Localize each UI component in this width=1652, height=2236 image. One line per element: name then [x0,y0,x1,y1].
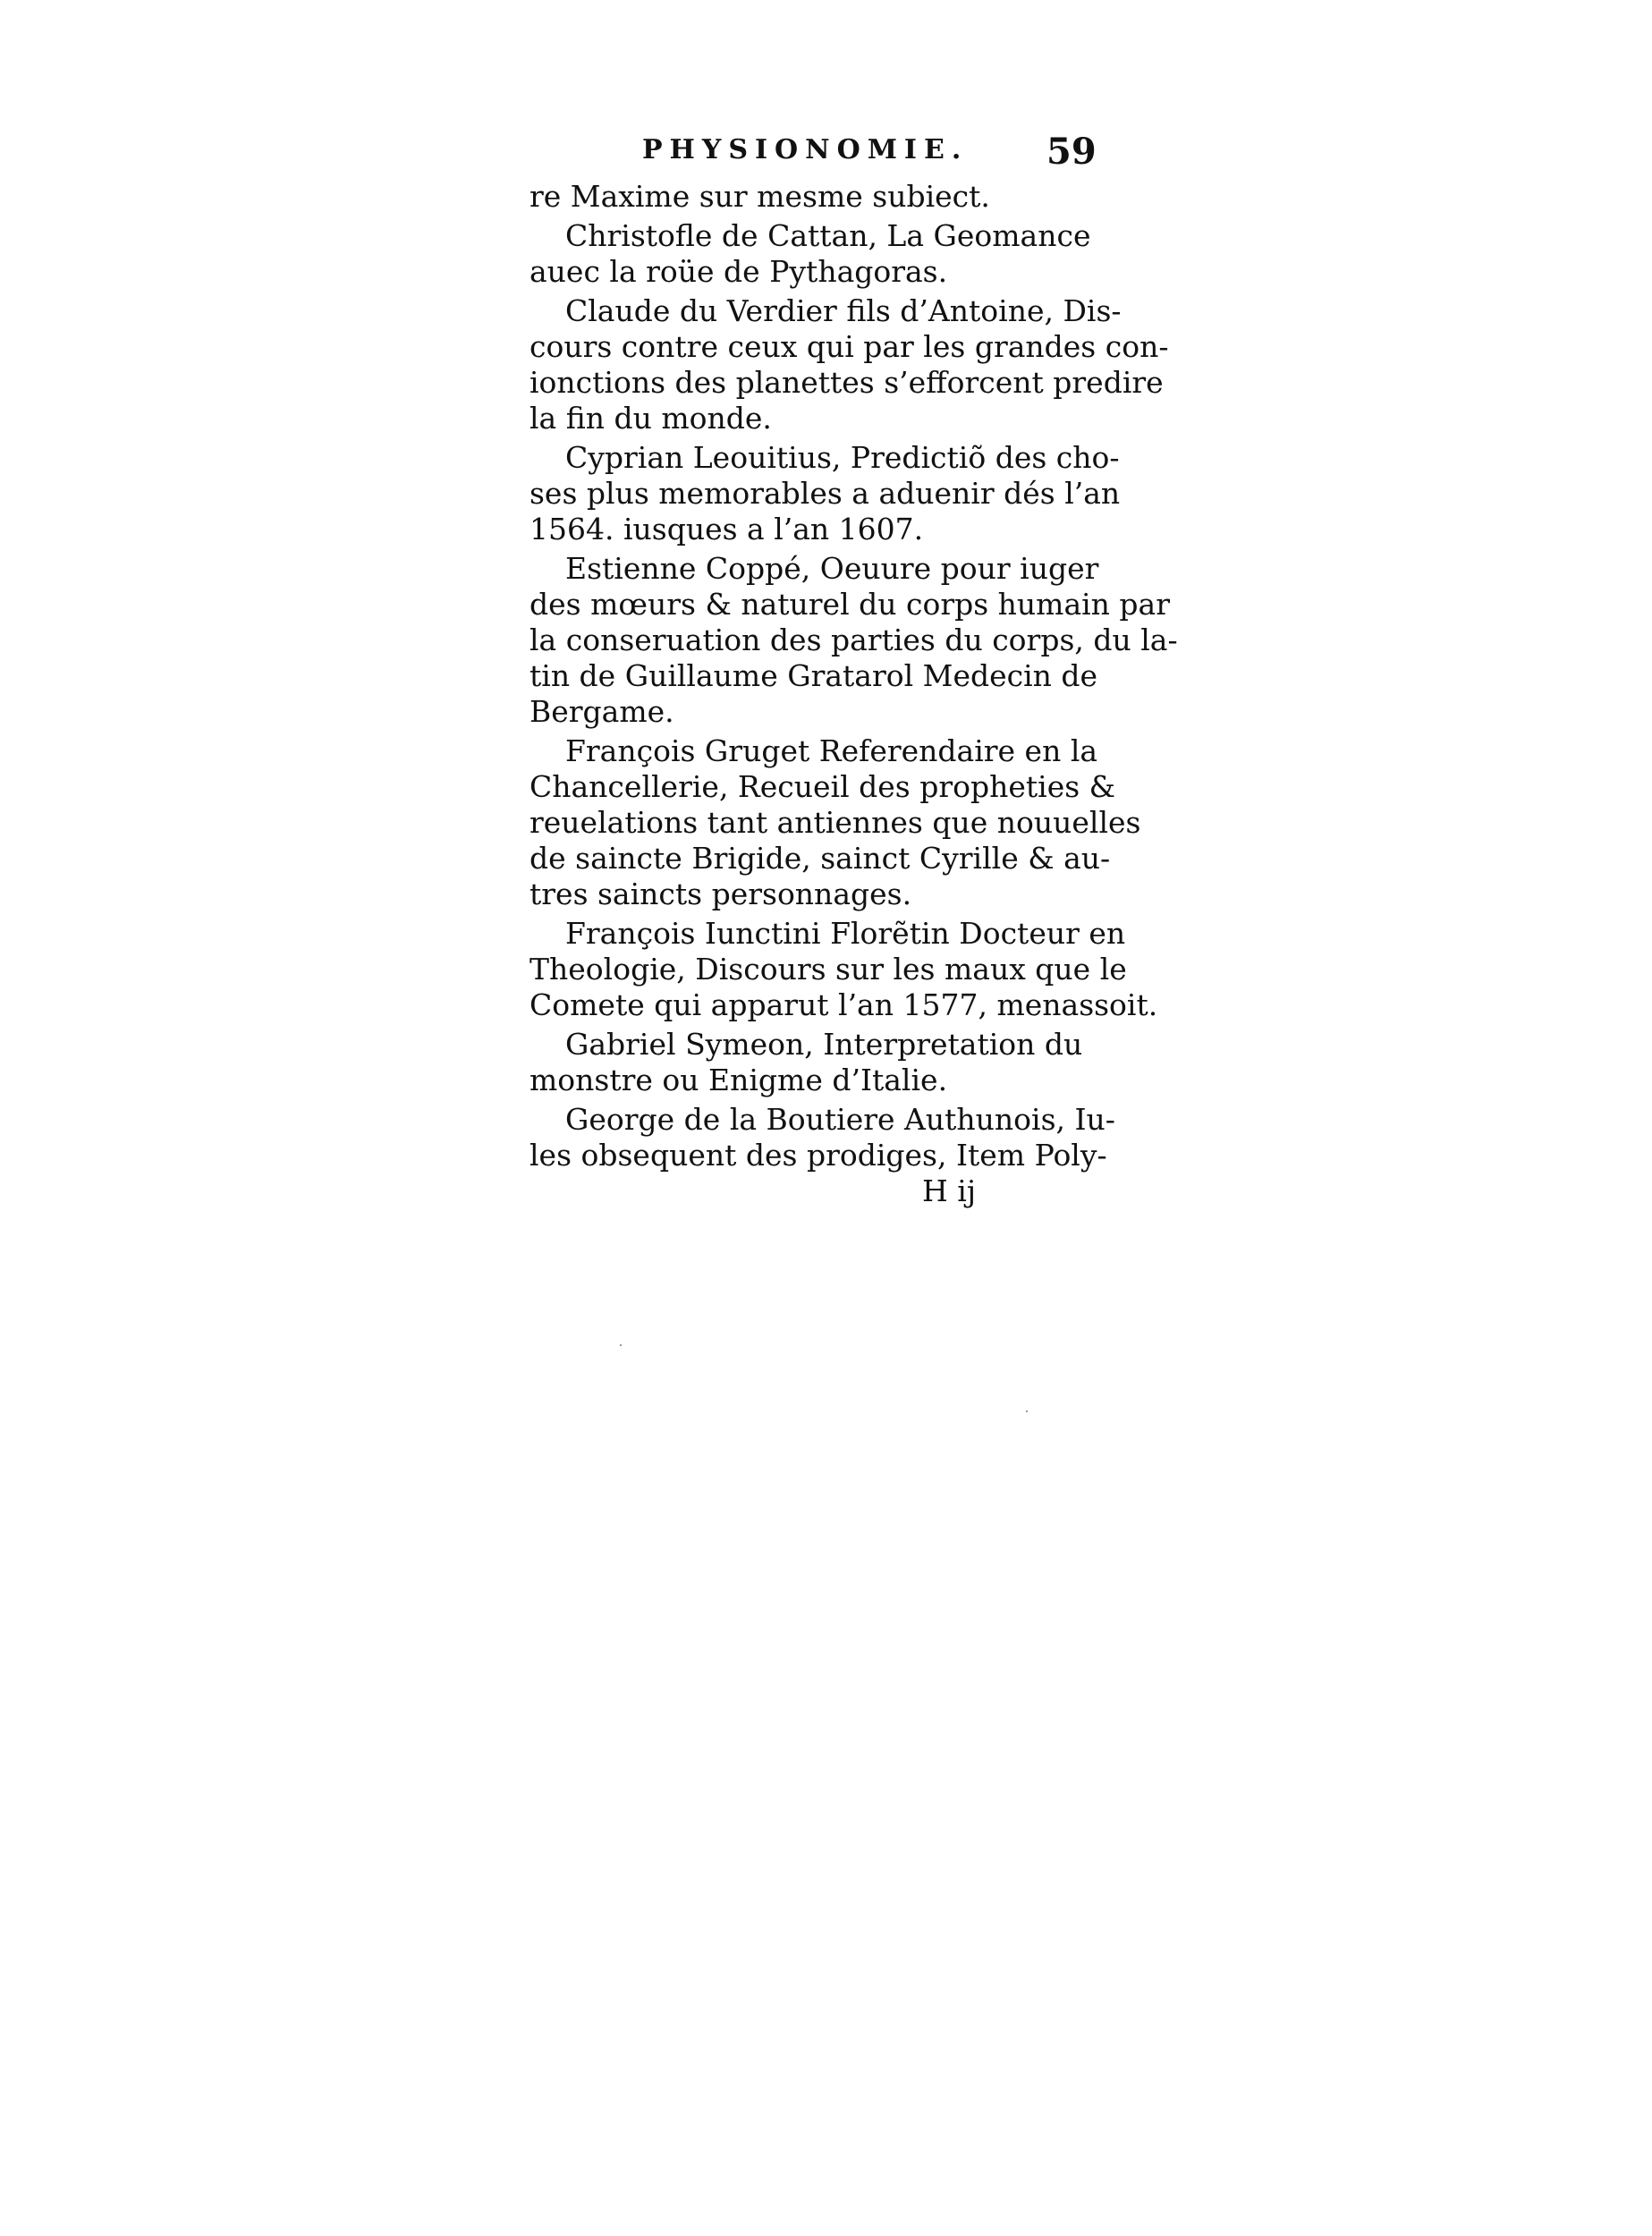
text-line: auec la roüe de Pythagoras. [529,254,948,289]
signature-mark: H ij [922,1173,977,1208]
text-line: Theologie, Discours sur les maux que le [529,952,1127,987]
paper-speck [620,1344,622,1346]
text-line: de saincte Brigide, sainct Cyrille & au- [529,841,1111,876]
text-line: Chancellerie, Recueil des propheties & [529,769,1116,804]
text-line: François Iunctini Florẽtin Docteur en [565,916,1126,951]
text-line: François Gruget Referendaire en la [565,733,1098,768]
bibliography-entry [529,916,1158,1023]
text-line: George de la Boutiere Authunois, Iu- [565,1102,1115,1137]
bibliography-entry [529,1027,1084,1098]
text-line: monstre ou Enigme d’Italie. [529,1063,948,1097]
bibliography-entry [529,179,1084,215]
text-line: Cyprian Leouitius, Predictiõ des cho- [565,440,1120,475]
text-line: Gabriel Symeon, Interpretation du [565,1027,1083,1062]
bibliography-entry [529,1102,1115,1173]
text-line: la fin du monde. [529,401,772,436]
text-line: les obsequent des prodiges, Item Poly- [529,1138,1107,1173]
text-line: cours contre ceux qui par les grandes con- [529,329,1169,364]
bibliography-entry [529,218,1091,290]
bibliography-entry [529,733,1141,912]
text-line: Comete qui apparut l’an 1577, menassoit. [529,987,1158,1022]
bibliography-entry [529,293,1169,436]
bibliography-entry [529,551,1178,730]
text-line: re Maxime sur mesme subiect. [529,179,990,214]
text-line: Bergame. [529,694,674,729]
bibliography-entry [529,440,1121,547]
text-line: tin de Guillaume Gratarol Medecin de [529,658,1098,693]
text-line: Christofle de Cattan, La Geomance [565,218,1091,253]
text-line: 1564. iusques a l’an 1607. [529,512,924,546]
page-number: 59 [1046,131,1097,173]
bibliography-text [529,179,1178,1177]
text-line: ionctions des planettes s’efforcent predire [529,365,1164,400]
text-line: Claude du Verdier fils d’Antoine, Dis- [565,293,1122,328]
text-line: la conseruation des parties du corps, du la- [529,623,1178,657]
text-line: reuelations tant antiennes que nouuelles [529,805,1141,840]
paper-speck [1026,1410,1028,1412]
text-line: tres saincts personnages. [529,877,912,911]
text-line: ses plus memorables a aduenir dés l’an [529,476,1121,511]
text-line: des mœurs & naturel du corps humain par [529,587,1170,622]
text-line: Estienne Coppé, Oeuure pour iuger [565,551,1099,586]
running-title: PHYSIONOMIE. [642,134,969,165]
